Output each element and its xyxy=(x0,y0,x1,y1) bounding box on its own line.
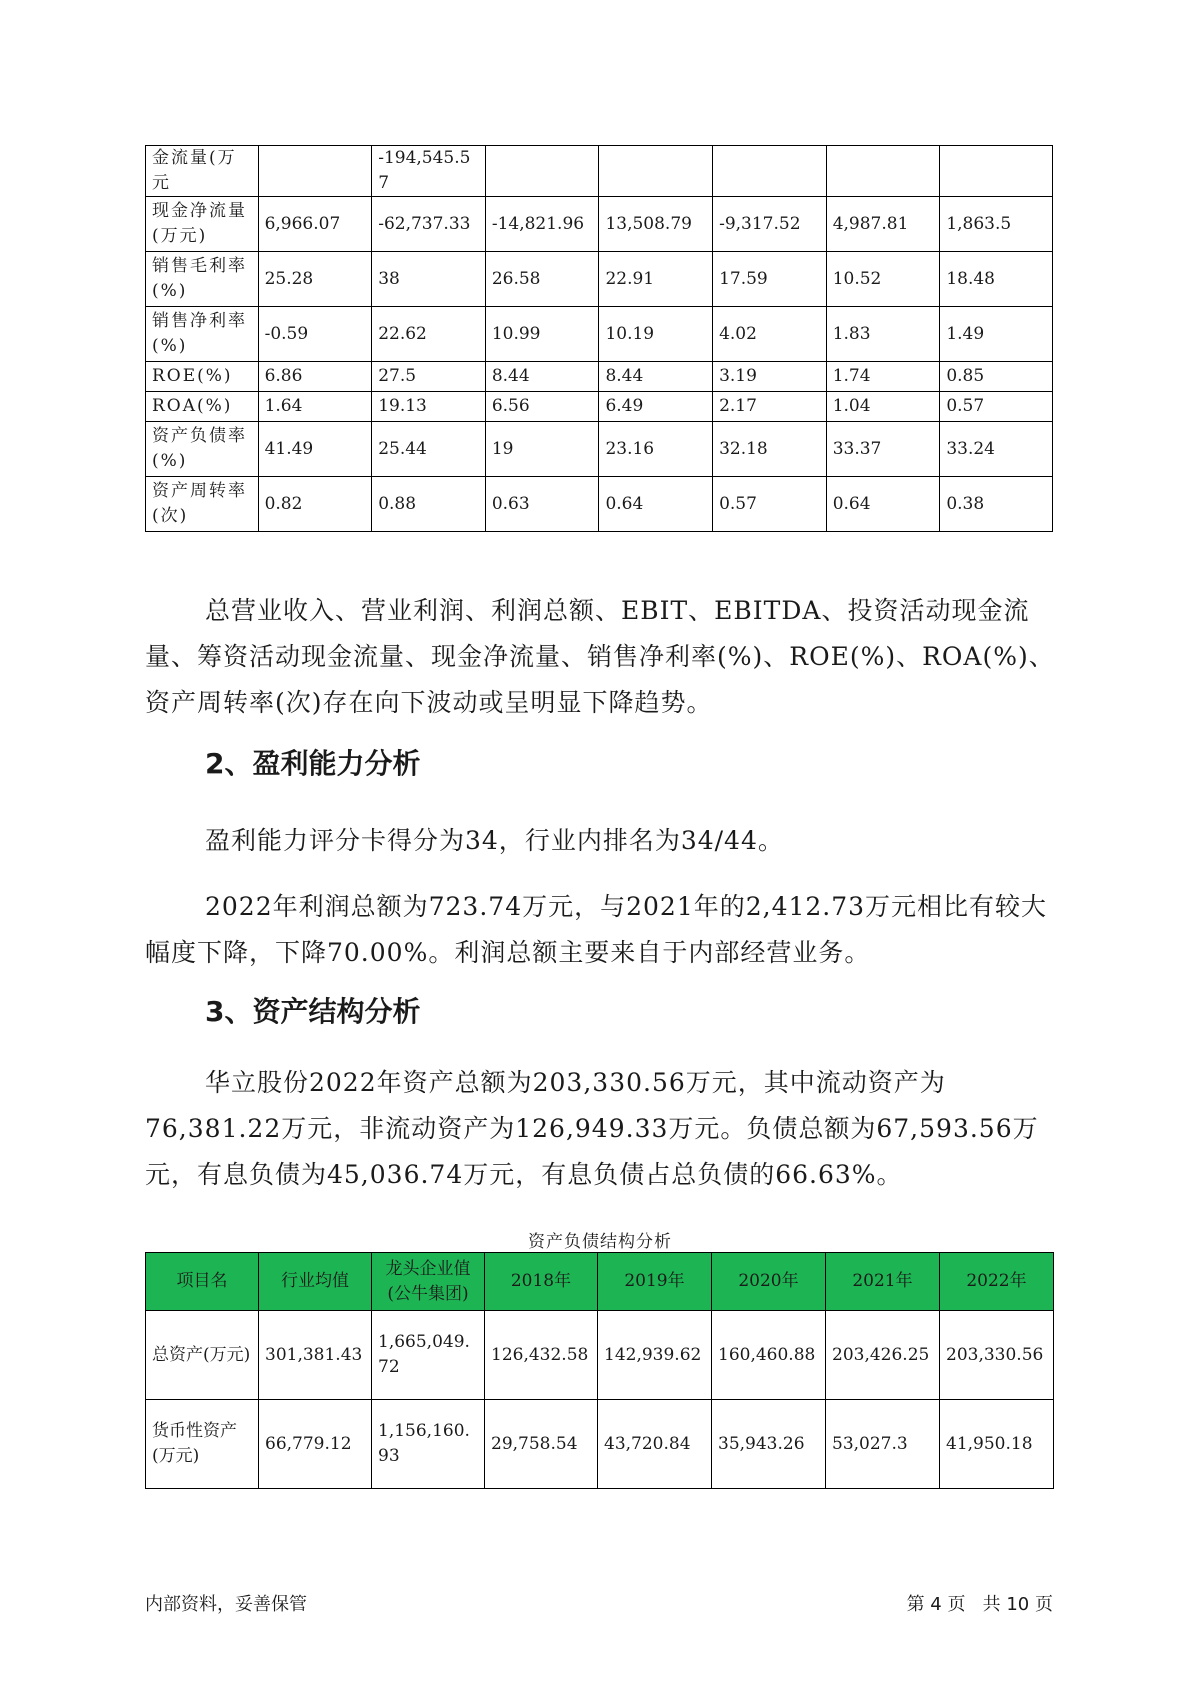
table-cell: 35,943.26 xyxy=(712,1400,826,1489)
table-cell: 8.44 xyxy=(599,362,713,392)
table-cell: 19 xyxy=(485,422,599,477)
table-cell xyxy=(713,146,827,197)
row-label: ROE(%) xyxy=(146,362,259,392)
table-cell: 6.56 xyxy=(485,392,599,422)
table-cell: 29,758.54 xyxy=(485,1400,598,1489)
table-cell: 0.88 xyxy=(372,477,486,532)
table-cell: 6,966.07 xyxy=(258,197,372,252)
table-cell: 25.44 xyxy=(372,422,486,477)
table-cell: 22.62 xyxy=(372,307,486,362)
table-cell: 53,027.3 xyxy=(826,1400,940,1489)
table-row xyxy=(146,477,1053,532)
table-cell: 4.02 xyxy=(713,307,827,362)
table-row xyxy=(146,307,1053,362)
row-label: 销售毛利率(%) xyxy=(146,252,259,307)
financial-indicators-table xyxy=(145,145,1053,532)
table-cell: 32.18 xyxy=(713,422,827,477)
table-cell: 160,460.88 xyxy=(712,1311,826,1400)
row-label: 货币性资产(万元) xyxy=(146,1400,259,1489)
table-cell xyxy=(485,146,599,197)
table-row xyxy=(146,146,1053,197)
asset-structure-heading: 3、资产结构分析 xyxy=(205,995,421,1028)
table-cell: -14,821.96 xyxy=(485,197,599,252)
table-cell: 6.49 xyxy=(599,392,713,422)
column-header: 2020年 xyxy=(712,1253,826,1311)
table-cell: 6.86 xyxy=(258,362,372,392)
table-cell: 1.64 xyxy=(258,392,372,422)
table-cell xyxy=(826,146,940,197)
table-cell: 0.64 xyxy=(826,477,940,532)
table-cell: 0.63 xyxy=(485,477,599,532)
table-cell: 0.85 xyxy=(940,362,1053,392)
table-cell: 142,939.62 xyxy=(598,1311,712,1400)
row-label: 总资产(万元) xyxy=(146,1311,259,1400)
table-caption: 资产负债结构分析 xyxy=(528,1232,672,1252)
table-cell: -0.59 xyxy=(258,307,372,362)
table-cell: 1.04 xyxy=(826,392,940,422)
column-header: 2021年 xyxy=(826,1253,940,1311)
table-cell xyxy=(599,146,713,197)
table-cell: -194,545.57 xyxy=(372,146,486,197)
trend-paragraph: 总营业收入、营业利润、利润总额、EBIT、EBITDA、投资活动现金流量、筹资活动现金流量、现金净流量、销售净利率(%)、ROE(%)、ROA(%)、资产周转率(次)存在向下波动或呈明显下降趋势。 xyxy=(145,596,1055,717)
table-cell: 301,381.43 xyxy=(259,1311,372,1400)
table-row xyxy=(146,197,1053,252)
table-cell xyxy=(258,146,372,197)
table-cell: 1.74 xyxy=(826,362,940,392)
table-cell: 27.5 xyxy=(372,362,486,392)
table-cell: -62,737.33 xyxy=(372,197,486,252)
table-header-row xyxy=(146,1253,1054,1311)
row-label: 现金净流量(万元) xyxy=(146,197,259,252)
row-label: 资产负债率(%) xyxy=(146,422,259,477)
table-cell: 23.16 xyxy=(599,422,713,477)
table-cell: 22.91 xyxy=(599,252,713,307)
table-cell: 4,987.81 xyxy=(826,197,940,252)
table-cell: 66,779.12 xyxy=(259,1400,372,1489)
table-cell: 25.28 xyxy=(258,252,372,307)
table-cell: 1,156,160.93 xyxy=(372,1400,485,1489)
column-header: 2018年 xyxy=(485,1253,598,1311)
table-cell: -9,317.52 xyxy=(713,197,827,252)
profitability-heading: 2、盈利能力分析 xyxy=(205,747,421,780)
table-row xyxy=(146,1400,1054,1489)
table-cell: 18.48 xyxy=(940,252,1053,307)
table-cell: 10.19 xyxy=(599,307,713,362)
table-cell: 126,432.58 xyxy=(485,1311,598,1400)
score-paragraph: 盈利能力评分卡得分为34，行业内排名为34/44。 xyxy=(205,826,784,855)
table-cell: 1,665,049.72 xyxy=(372,1311,485,1400)
table-row xyxy=(146,392,1053,422)
table-cell: 41,950.18 xyxy=(940,1400,1054,1489)
table-cell: 0.64 xyxy=(599,477,713,532)
table-cell: 43,720.84 xyxy=(598,1400,712,1489)
table-cell: 0.57 xyxy=(940,392,1053,422)
table-cell xyxy=(940,146,1053,197)
table-cell: 26.58 xyxy=(485,252,599,307)
table-row xyxy=(146,362,1053,392)
table-cell: 38 xyxy=(372,252,486,307)
table-row xyxy=(146,252,1053,307)
table-cell: 41.49 xyxy=(258,422,372,477)
column-header: 龙头企业值(公牛集团) xyxy=(372,1253,485,1311)
table-row xyxy=(146,1311,1054,1400)
table-cell: 33.24 xyxy=(940,422,1053,477)
table-cell: 19.13 xyxy=(372,392,486,422)
column-header: 2019年 xyxy=(598,1253,712,1311)
profit-paragraph: 2022年利润总额为723.74万元，与2021年的2,412.73万元相比有较大幅度下降，下降70.00%。利润总额主要来自于内部经营业务。 xyxy=(145,892,1048,967)
table-row xyxy=(146,422,1053,477)
table-cell: 17.59 xyxy=(713,252,827,307)
table-cell: 0.38 xyxy=(940,477,1053,532)
table-cell: 1.49 xyxy=(940,307,1053,362)
column-header: 行业均值 xyxy=(259,1253,372,1311)
table-cell: 10.99 xyxy=(485,307,599,362)
row-label: 销售净利率(%) xyxy=(146,307,259,362)
table-cell: 10.52 xyxy=(826,252,940,307)
row-label: ROA(%) xyxy=(146,392,259,422)
column-header: 项目名 xyxy=(146,1253,259,1311)
table-cell: 33.37 xyxy=(826,422,940,477)
balance-structure-table xyxy=(145,1252,1054,1489)
footer-page-number: 第 4 页 共 10 页 xyxy=(906,1594,1053,1615)
table-cell: 8.44 xyxy=(485,362,599,392)
row-label: 金流量(万元 xyxy=(146,146,259,197)
table-cell: 2.17 xyxy=(713,392,827,422)
table-cell: 0.57 xyxy=(713,477,827,532)
table-cell: 3.19 xyxy=(713,362,827,392)
table-cell: 1.83 xyxy=(826,307,940,362)
row-label: 资产周转率(次) xyxy=(146,477,259,532)
table-cell: 203,330.56 xyxy=(940,1311,1054,1400)
table-cell: 13,508.79 xyxy=(599,197,713,252)
asset-paragraph: 华立股份2022年资产总额为203,330.56万元，其中流动资产为76,381.22万元，非流动资产为126,949.33万元。负债总额为67,593.56万元，有息负债为45,036.74万元，有息负债占总负债的66.63%。 xyxy=(145,1068,1039,1189)
column-header: 2022年 xyxy=(940,1253,1054,1311)
table-cell: 203,426.25 xyxy=(826,1311,940,1400)
table-cell: 0.82 xyxy=(258,477,372,532)
table-cell: 1,863.5 xyxy=(940,197,1053,252)
footer-confidential: 内部资料，妥善保管 xyxy=(145,1594,307,1615)
